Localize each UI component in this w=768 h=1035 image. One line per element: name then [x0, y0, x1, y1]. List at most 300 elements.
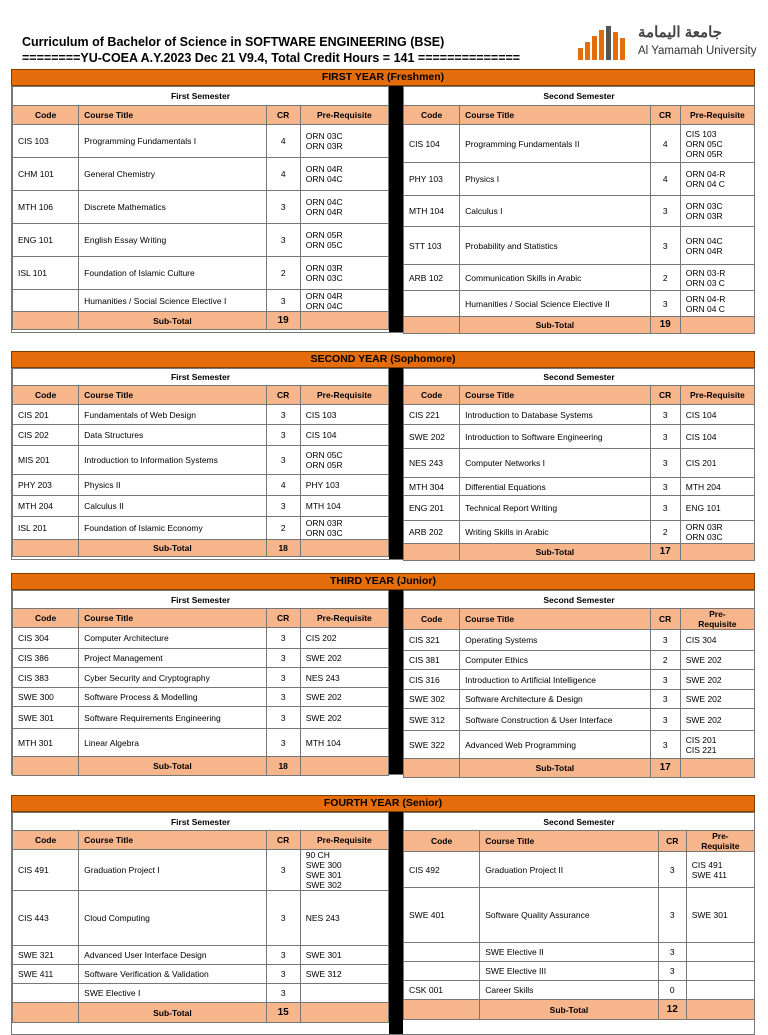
course-title: Calculus II [79, 496, 266, 517]
course-code: PHY 103 [404, 163, 460, 196]
course-row [404, 425, 755, 449]
course-title: Foundation of Islamic Economy [79, 517, 266, 540]
column-header-course-title: Course Title [460, 609, 651, 630]
subtotal-spacer [404, 544, 460, 561]
course-prerequisite: ORN 03R ORN 03C [680, 521, 754, 544]
course-row [13, 965, 389, 984]
course-title: Fundamentals of Web Design [79, 405, 266, 425]
course-title: Software Requirements Engineering [79, 707, 266, 729]
column-header-code: Code [404, 106, 460, 125]
course-row [404, 227, 755, 265]
subtotal-spacer [404, 1000, 480, 1020]
course-row [404, 943, 755, 962]
year-title: FOURTH YEAR (Senior) [11, 795, 755, 812]
subtotal-credits: 18 [266, 540, 300, 557]
course-credits: 4 [650, 125, 680, 163]
course-row [404, 265, 755, 291]
course-title: Writing Skills in Arabic [460, 521, 651, 544]
course-row [404, 709, 755, 731]
course-row [404, 670, 755, 690]
course-prerequisite: CIS 103 [300, 405, 388, 425]
course-code: SWE 322 [404, 731, 460, 759]
course-prerequisite: SWE 202 [300, 649, 388, 668]
course-prerequisite: CIS 304 [680, 630, 754, 651]
course-credits: 3 [266, 446, 300, 475]
course-code: ENG 201 [404, 496, 460, 521]
subtotal-spacer [300, 1003, 388, 1023]
course-title: Technical Report Writing [460, 496, 651, 521]
course-credits: 3 [658, 852, 686, 888]
course-title: Differential Equations [460, 478, 651, 496]
course-row [13, 517, 389, 540]
course-prerequisite: SWE 202 [680, 670, 754, 690]
course-row [404, 405, 755, 425]
course-title: Physics II [79, 475, 266, 496]
course-credits: 3 [266, 290, 300, 312]
course-title: Software Architecture & Design [460, 690, 651, 709]
subtotal-credits: 19 [650, 317, 680, 334]
semester-label: First Semester [13, 369, 389, 386]
column-header-course-title: Course Title [79, 831, 266, 850]
course-row [13, 628, 389, 649]
course-row [13, 496, 389, 517]
course-credits: 2 [266, 257, 300, 290]
course-title: Probability and Statistics [460, 227, 651, 265]
course-code: CIS 221 [404, 405, 460, 425]
year-section [11, 795, 755, 1035]
course-prerequisite: SWE 202 [680, 709, 754, 731]
course-credits: 4 [266, 158, 300, 191]
column-header-cr: CR [266, 106, 300, 125]
semesters-container [11, 86, 755, 333]
course-prerequisite: MTH 104 [300, 729, 388, 757]
course-prerequisite: CIS 103 ORN 05C ORN 05R [680, 125, 754, 163]
subtotal-credits: 17 [650, 544, 680, 561]
column-header-cr: CR [650, 106, 680, 125]
year-title: FIRST YEAR (Freshmen) [11, 69, 755, 86]
course-credits: 4 [266, 125, 300, 158]
column-header-code: Code [13, 386, 79, 405]
subtotal-spacer [13, 312, 79, 330]
course-prerequisite: ORN 03R ORN 03C [300, 257, 388, 290]
course-prerequisite: NES 243 [300, 891, 388, 946]
subtotal-spacer [686, 1000, 754, 1020]
course-title: Introduction to Database Systems [460, 405, 651, 425]
course-title: Project Management [79, 649, 266, 668]
course-title: Introduction to Software Engineering [460, 425, 651, 449]
course-credits: 3 [650, 630, 680, 651]
course-credits: 3 [650, 449, 680, 478]
subtotal-label: Sub-Total [79, 757, 266, 776]
semester-label: Second Semester [404, 369, 755, 386]
course-credits: 2 [650, 521, 680, 544]
course-code: CIS 304 [13, 628, 79, 649]
course-code: MTH 104 [404, 196, 460, 227]
course-prerequisite: CIS 491 SWE 411 [686, 852, 754, 888]
course-code: CHM 101 [13, 158, 79, 191]
course-credits: 3 [266, 688, 300, 707]
semester-divider [389, 86, 403, 332]
course-title: Advanced User Interface Design [79, 946, 266, 965]
course-row [13, 125, 389, 158]
second-semester-table [403, 590, 755, 778]
course-row [13, 649, 389, 668]
semesters-container [11, 812, 755, 1035]
course-credits: 3 [266, 965, 300, 984]
course-credits: 3 [266, 628, 300, 649]
column-header-course-title: Course Title [460, 106, 651, 125]
logo-bars-icon [578, 26, 634, 60]
course-row [404, 962, 755, 981]
course-credits: 3 [266, 224, 300, 257]
semester-divider [389, 812, 403, 1034]
column-header-cr: CR [266, 831, 300, 850]
subtotal-credits: 17 [650, 759, 680, 778]
course-prerequisite: ORN 04R ORN 04C [300, 290, 388, 312]
course-credits: 3 [650, 478, 680, 496]
course-code: CSK 001 [404, 981, 480, 1000]
course-code: ENG 101 [13, 224, 79, 257]
column-header-code: Code [404, 386, 460, 405]
column-header-course-title: Course Title [480, 831, 658, 852]
course-code: ARB 102 [404, 265, 460, 291]
course-prerequisite: SWE 202 [680, 690, 754, 709]
course-prerequisite: ENG 101 [680, 496, 754, 521]
course-row [404, 888, 755, 943]
course-code: SWE 401 [404, 888, 480, 943]
year-section [11, 69, 755, 333]
course-credits: 3 [266, 946, 300, 965]
course-row [404, 521, 755, 544]
first-semester-table [12, 812, 389, 1023]
document-header [22, 34, 582, 66]
course-title: Data Structures [79, 425, 266, 446]
course-prerequisite: ORN 04C ORN 04R [680, 227, 754, 265]
course-credits: 3 [650, 196, 680, 227]
course-row [404, 731, 755, 759]
course-prerequisite: ORN 04-R ORN 04 C [680, 291, 754, 317]
course-credits: 3 [266, 649, 300, 668]
subtotal-spacer [404, 317, 460, 334]
column-header-cr: CR [658, 831, 686, 852]
subtotal-credits: 19 [266, 312, 300, 330]
column-header-cr: CR [650, 386, 680, 405]
course-prerequisite: SWE 312 [300, 965, 388, 984]
course-code: CIS 443 [13, 891, 79, 946]
subtotal-credits: 18 [266, 757, 300, 776]
course-prerequisite: CIS 104 [680, 405, 754, 425]
course-code: SWE 411 [13, 965, 79, 984]
course-code: SWE 302 [404, 690, 460, 709]
semester-divider [389, 368, 403, 559]
year-title: THIRD YEAR (Junior) [11, 573, 755, 590]
subtotal-spacer [300, 312, 388, 330]
column-header-course-title: Course Title [79, 106, 266, 125]
column-header-cr: CR [266, 609, 300, 628]
course-title: SWE Elective I [79, 984, 266, 1003]
course-prerequisite [686, 943, 754, 962]
course-prerequisite: SWE 202 [300, 707, 388, 729]
course-code: CIS 103 [13, 125, 79, 158]
course-code [404, 943, 480, 962]
course-credits: 3 [266, 405, 300, 425]
course-row [13, 405, 389, 425]
course-title: Linear Algebra [79, 729, 266, 757]
course-code: PHY 203 [13, 475, 79, 496]
column-header-prerequisite: Pre- Requisite [686, 831, 754, 852]
column-header-prerequisite: Pre-Requisite [300, 609, 388, 628]
column-header-code: Code [13, 106, 79, 125]
course-code: SWE 312 [404, 709, 460, 731]
course-credits: 3 [266, 984, 300, 1003]
course-prerequisite: MTH 104 [300, 496, 388, 517]
course-title: Introduction to Information Systems [79, 446, 266, 475]
course-credits: 4 [650, 163, 680, 196]
course-prerequisite: NES 243 [300, 668, 388, 688]
course-code: CIS 386 [13, 649, 79, 668]
course-row [404, 496, 755, 521]
column-header-prerequisite: Pre-Requisite [680, 386, 754, 405]
course-credits: 0 [658, 981, 686, 1000]
year-section [11, 573, 755, 775]
subtotal-credits: 12 [658, 1000, 686, 1020]
course-title: Discrete Mathematics [79, 191, 266, 224]
column-header-prerequisite: Pre-Requisite [300, 106, 388, 125]
course-title: English Essay Writing [79, 224, 266, 257]
course-row [13, 984, 389, 1003]
course-credits: 3 [650, 405, 680, 425]
course-title: Cyber Security and Cryptography [79, 668, 266, 688]
year-section [11, 351, 755, 560]
column-header-prerequisite: Pre-Requisite [300, 386, 388, 405]
course-credits: 3 [658, 888, 686, 943]
course-row [404, 478, 755, 496]
curriculum-subtitle: ========YU-COEA A.Y.2023 Dec 21 V9.4, Total Credit Hours = 141 ============== [22, 51, 521, 65]
course-prerequisite: CIS 202 [300, 628, 388, 649]
course-credits: 3 [658, 943, 686, 962]
course-row [13, 946, 389, 965]
course-credits: 3 [650, 496, 680, 521]
university-logo [578, 24, 757, 64]
course-code: CIS 316 [404, 670, 460, 690]
course-credits: 3 [650, 227, 680, 265]
subtotal-spacer [680, 317, 754, 334]
course-code: SWE 202 [404, 425, 460, 449]
second-semester-table [403, 86, 755, 334]
course-code: CIS 202 [13, 425, 79, 446]
subtotal-label: Sub-Total [79, 540, 266, 557]
course-code: SWE 321 [13, 946, 79, 965]
course-code: MIS 201 [13, 446, 79, 475]
course-row [13, 290, 389, 312]
course-row [13, 191, 389, 224]
course-code: SWE 301 [13, 707, 79, 729]
course-code [13, 290, 79, 312]
course-prerequisite: CIS 104 [300, 425, 388, 446]
course-title: SWE Elective II [480, 943, 658, 962]
course-credits: 3 [650, 670, 680, 690]
column-header-prerequisite: Pre- Requisite [680, 609, 754, 630]
second-semester-table [403, 368, 755, 561]
course-credits: 2 [650, 651, 680, 670]
course-prerequisite: ORN 05R ORN 05C [300, 224, 388, 257]
course-code: NES 243 [404, 449, 460, 478]
course-code: CIS 381 [404, 651, 460, 670]
course-credits: 3 [650, 291, 680, 317]
course-title: Software Process & Modelling [79, 688, 266, 707]
course-code: STT 103 [404, 227, 460, 265]
course-row [13, 425, 389, 446]
subtotal-spacer [13, 757, 79, 776]
course-prerequisite [300, 984, 388, 1003]
course-code: CIS 104 [404, 125, 460, 163]
course-title: Computer Ethics [460, 651, 651, 670]
course-credits: 3 [650, 709, 680, 731]
subtotal-credits: 15 [266, 1003, 300, 1023]
course-title: Operating Systems [460, 630, 651, 651]
course-prerequisite: SWE 301 [300, 946, 388, 965]
course-code [404, 962, 480, 981]
course-row [13, 158, 389, 191]
course-credits: 3 [266, 850, 300, 891]
course-row [404, 690, 755, 709]
course-prerequisite: MTH 204 [680, 478, 754, 496]
course-credits: 3 [266, 191, 300, 224]
subtotal-spacer [404, 759, 460, 778]
course-credits: 2 [266, 517, 300, 540]
course-row [404, 449, 755, 478]
subtotal-spacer [13, 540, 79, 557]
course-row [13, 850, 389, 891]
course-prerequisite: 90 CH SWE 300 SWE 301 SWE 302 [300, 850, 388, 891]
semesters-container [11, 590, 755, 775]
column-header-prerequisite: Pre-Requisite [680, 106, 754, 125]
year-title: SECOND YEAR (Sophomore) [11, 351, 755, 368]
course-title: Computer Architecture [79, 628, 266, 649]
semester-label: First Semester [13, 87, 389, 106]
course-row [13, 224, 389, 257]
course-title: SWE Elective III [480, 962, 658, 981]
subtotal-spacer [13, 1003, 79, 1023]
course-credits: 3 [266, 707, 300, 729]
course-prerequisite: ORN 03C ORN 03R [300, 125, 388, 158]
course-row [13, 688, 389, 707]
course-code: ISL 201 [13, 517, 79, 540]
logo-arabic-name: جامعة اليمامة [638, 24, 722, 41]
course-row [13, 707, 389, 729]
course-code: CIS 321 [404, 630, 460, 651]
course-row [404, 291, 755, 317]
column-header-cr: CR [266, 386, 300, 405]
course-credits: 3 [266, 496, 300, 517]
column-header-course-title: Course Title [79, 609, 266, 628]
subtotal-label: Sub-Total [460, 759, 651, 778]
subtotal-label: Sub-Total [79, 312, 266, 330]
course-code: CIS 492 [404, 852, 480, 888]
course-row [404, 852, 755, 888]
course-credits: 3 [650, 425, 680, 449]
course-prerequisite [686, 962, 754, 981]
course-code: MTH 204 [13, 496, 79, 517]
course-row [13, 891, 389, 946]
course-title: Graduation Project I [79, 850, 266, 891]
course-code: MTH 106 [13, 191, 79, 224]
course-row [404, 630, 755, 651]
course-row [13, 668, 389, 688]
column-header-cr: CR [650, 609, 680, 630]
course-credits: 3 [266, 891, 300, 946]
logo-english-name: Al Yamamah University [638, 45, 757, 57]
course-title: General Chemistry [79, 158, 266, 191]
course-credits: 3 [658, 962, 686, 981]
curriculum-title: Curriculum of Bachelor of Science in SOFTWARE ENGINEERING (BSE) [22, 35, 445, 49]
subtotal-label: Sub-Total [460, 317, 651, 334]
semester-label: Second Semester [404, 591, 755, 609]
semester-label: Second Semester [404, 87, 755, 106]
course-title: Software Verification & Validation [79, 965, 266, 984]
course-title: Foundation of Islamic Culture [79, 257, 266, 290]
course-credits: 3 [650, 690, 680, 709]
course-prerequisite: ORN 03R ORN 03C [300, 517, 388, 540]
semester-label: Second Semester [404, 813, 755, 831]
subtotal-spacer [680, 759, 754, 778]
course-prerequisite: SWE 301 [686, 888, 754, 943]
course-prerequisite: CIS 201 [680, 449, 754, 478]
course-prerequisite: ORN 03-R ORN 03 C [680, 265, 754, 291]
course-title: Programming Fundamentals II [460, 125, 651, 163]
course-prerequisite: CIS 104 [680, 425, 754, 449]
course-prerequisite: SWE 202 [300, 688, 388, 707]
course-credits: 3 [266, 729, 300, 757]
course-prerequisite: ORN 03C ORN 03R [680, 196, 754, 227]
column-header-code: Code [404, 609, 460, 630]
course-title: Software Construction & User Interface [460, 709, 651, 731]
course-title: Advanced Web Programming [460, 731, 651, 759]
course-credits: 3 [266, 668, 300, 688]
second-semester-table [403, 812, 755, 1020]
course-code: CIS 383 [13, 668, 79, 688]
course-title: Graduation Project II [480, 852, 658, 888]
course-prerequisite: ORN 05C ORN 05R [300, 446, 388, 475]
course-code: MTH 301 [13, 729, 79, 757]
semester-divider [389, 590, 403, 774]
course-title: Humanities / Social Science Elective II [460, 291, 651, 317]
subtotal-label: Sub-Total [480, 1000, 658, 1020]
course-code: ISL 101 [13, 257, 79, 290]
course-prerequisite: PHY 103 [300, 475, 388, 496]
course-prerequisite: ORN 04-R ORN 04 C [680, 163, 754, 196]
course-row [404, 125, 755, 163]
subtotal-label: Sub-Total [79, 1003, 266, 1023]
course-title: Career Skills [480, 981, 658, 1000]
course-title: Programming Fundamentals I [79, 125, 266, 158]
course-row [13, 729, 389, 757]
course-title: Computer Networks I [460, 449, 651, 478]
first-semester-table [12, 590, 389, 776]
course-credits: 4 [266, 475, 300, 496]
course-prerequisite: ORN 04R ORN 04C [300, 158, 388, 191]
column-header-code: Code [13, 831, 79, 850]
course-code: CIS 201 [13, 405, 79, 425]
course-row [404, 163, 755, 196]
subtotal-label: Sub-Total [460, 544, 651, 561]
course-title: Humanities / Social Science Elective I [79, 290, 266, 312]
column-header-course-title: Course Title [79, 386, 266, 405]
subtotal-spacer [680, 544, 754, 561]
column-header-course-title: Course Title [460, 386, 651, 405]
first-semester-table [12, 86, 389, 330]
course-row [13, 475, 389, 496]
